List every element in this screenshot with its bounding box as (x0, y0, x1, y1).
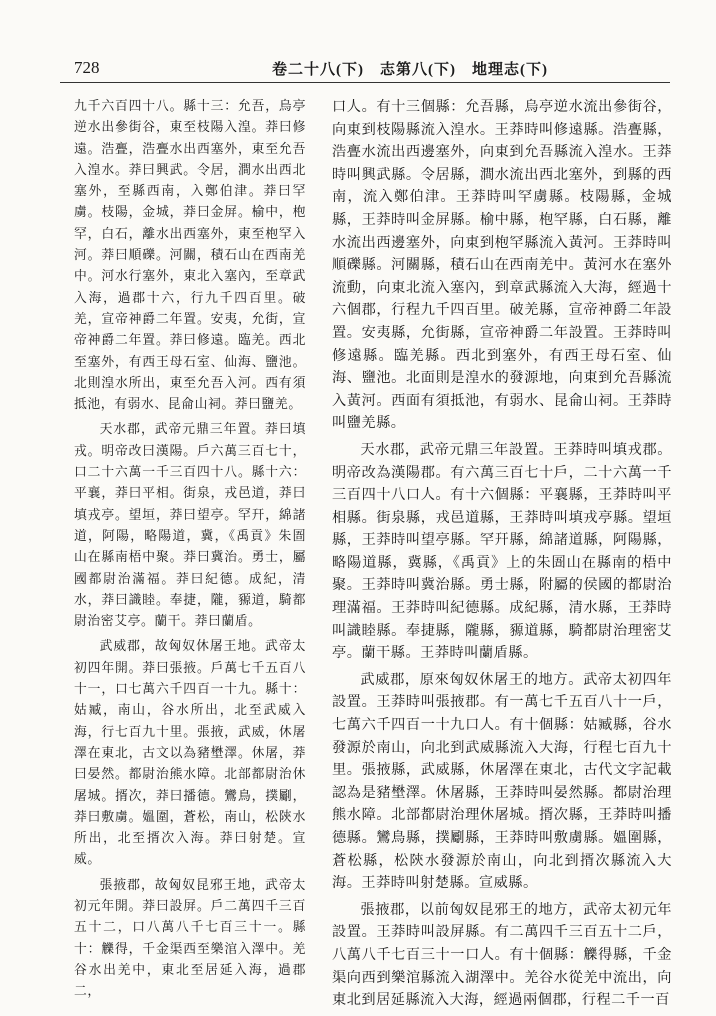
right-paragraph: 武威郡，原來匈奴休屠王的地方。武帝太初四年設置。王莽時叫張掖郡。有一萬七千五百八十一戶，七萬六千四百一十九口人。有十個縣：姑臧縣，谷水發源於南山，向北到武威縣流入大海，行程七百九十里。張掖縣，武威縣，休屠澤在東北，古代文字記載認為是豬壄澤。休屠縣，王莽時叫晏然縣。都尉治理熊水障。北部都尉治理休屠城。揟次縣，王莽時叫播德縣。鸞鳥縣，撲劚縣，王莽時叫敷虜縣。媼圍縣，蒼松縣，松陝水發源於南山，向北到揟次縣流入大海。王莽時叫射楚縣。宣威縣。 (332, 671, 672, 892)
left-paragraph: 張掖郡，故匈奴昆邪王地，武帝太初元年開。莽曰設屏。戶二萬四千三百五十二，口八萬八千七百三十一。縣十：觻得，千金渠西至樂涫入澤中。羌谷水出羌中，東北至居延入海，過郡二， (74, 877, 306, 1000)
left-column-original-text (74, 96, 306, 1006)
left-paragraph: 九千六百四十八。縣十三：允吾，烏亭逆水出參街谷，東至枝陽入湟。莽曰修遠。浩亹，浩亹水出西塞外，東至允吾入湟水。莽曰興武。令居，澗水出西北塞外，至縣西南，入鄭伯津。莽曰罕虜。枝陽，金城，莽曰金屏。榆中，枹罕，白石，離水出西塞外，東至枹罕入河。莽曰順礫。河關，積石山在西南羌中。河水行塞外，東北入塞內，至章武入海，過郡十六，行九千四百里。破羌，宣帝神爵二年置。安夷，允街，宣帝神爵二年置。莽曰修遠。臨羌。西北至塞外，有西王母石室、仙海、鹽池。北則湟水所出，東至允吾入河。西有須抵池，有弱水、昆侖山祠。莽曰鹽羌。 (74, 99, 306, 413)
right-paragraph: 口人。有十三個縣：允吾縣，烏亭逆水流出參街谷，向東到枝陽縣流入湟水。王莽時叫修遠縣。浩亹縣，浩亹水流出西邊塞外，向東到允吾縣流入湟水。王莽時叫興武縣。令居縣，澗水流出西北塞外，到縣的西南，流入鄭伯津。王莽時叫罕虜縣。枝陽縣，金城縣，王莽時叫金屏縣。榆中縣，枹罕縣，白石縣，離水流出西邊塞外，向東到枹罕縣流入黃河。王莽時叫順礫縣。河關縣，積石山在西南羌中。黃河水在塞外流動，向東北流入塞內，到章武縣流入大海，經過十六個郡，行程九千四百里。破羌縣，宣帝神爵二年設置。安夷縣，允街縣，宣帝神爵二年設置。王莽時叫修遠縣。臨羌縣。西北到塞外，有西王母石室、仙海、鹽池。北面則是湟水的發源地，向東到允吾縣流入黃河。西面有須抵池，有弱水、昆侖山祠。王莽時叫鹽羌縣。 (332, 99, 672, 432)
page-number: 728 (74, 58, 100, 77)
left-paragraph: 天水郡，武帝元鼎三年置。莽曰填戎。明帝改曰漢陽。戶六萬三百七十，口二十六萬一千三百四十八。縣十六：平襄，莽曰平相。街泉，戎邑道，莽曰填戎亭。望垣，莽曰望亭。罕幵，綿諸道，阿陽，略陽道，冀，《禹貢》朱圄山在縣南梧中聚。莽曰冀治。勇士，屬國都尉治滿福。莽曰紀德。成紀，清水，莽曰識睦。奉捷，隴，豲道，騎都尉治密艾亭。蘭干。莽曰蘭盾。 (74, 422, 306, 630)
page-header (60, 56, 670, 80)
right-paragraph: 天水郡，武帝元鼎三年設置。王莽時叫填戎郡。明帝改為漢陽郡。有六萬三百七十戶，二十六萬一千三百四十八口人。有十六個縣：平襄縣，王莽時叫平相縣。街泉縣，戎邑道縣，王莽時叫填戎亭縣。望垣縣，王莽時叫望亭縣。罕幵縣，綿諸道縣，阿陽縣，略陽道縣，冀縣，《禹貢》上的朱圄山在縣南的梧中聚。王莽時叫冀治縣。勇士縣，附屬的侯國的都尉治理滿福。王莽時叫紀德縣。成紀縣，清水縣，王莽時叫識睦縣。奉捷縣，隴縣，豲道縣，騎都尉治理密艾亭。蘭干縣。王莽時叫蘭盾縣。 (332, 441, 672, 662)
right-paragraph: 張掖郡，以前匈奴昆邪王的地方，武帝太初元年設置。王莽時叫設屏縣。有二萬四千三百五十二戶，八萬八千七百三十一口人。有十個縣：觻得縣，千金渠向西到樂涫縣流入湖澤中。羌谷水從羌中流出，向東北到居延縣流入大海，經過兩個郡，行程二千一百 (332, 901, 672, 1009)
running-head: 卷二十八(下) 志第八(下) 地理志(下) (272, 62, 548, 78)
right-column-translation (332, 96, 672, 1016)
left-paragraph: 武威郡，故匈奴休屠王地。武帝太初四年開。莽曰張掖。戶萬七千五百八十一，口七萬六千四百一十九。縣十：姑臧，南山，谷水所出，北至武威入海，行七百九十里。張掖，武威，休屠澤在東北，古文以為豬壄澤。休屠，莽曰晏然。都尉治熊水障。北部都尉治休屠城。揟次，莽曰播德。鸞鳥，撲劚，莽曰敷虜。媼圍，蒼松，南山，松陝水所出，北至揟次入海。莽曰射楚。宣威。 (74, 639, 306, 868)
header-rule (60, 82, 670, 83)
